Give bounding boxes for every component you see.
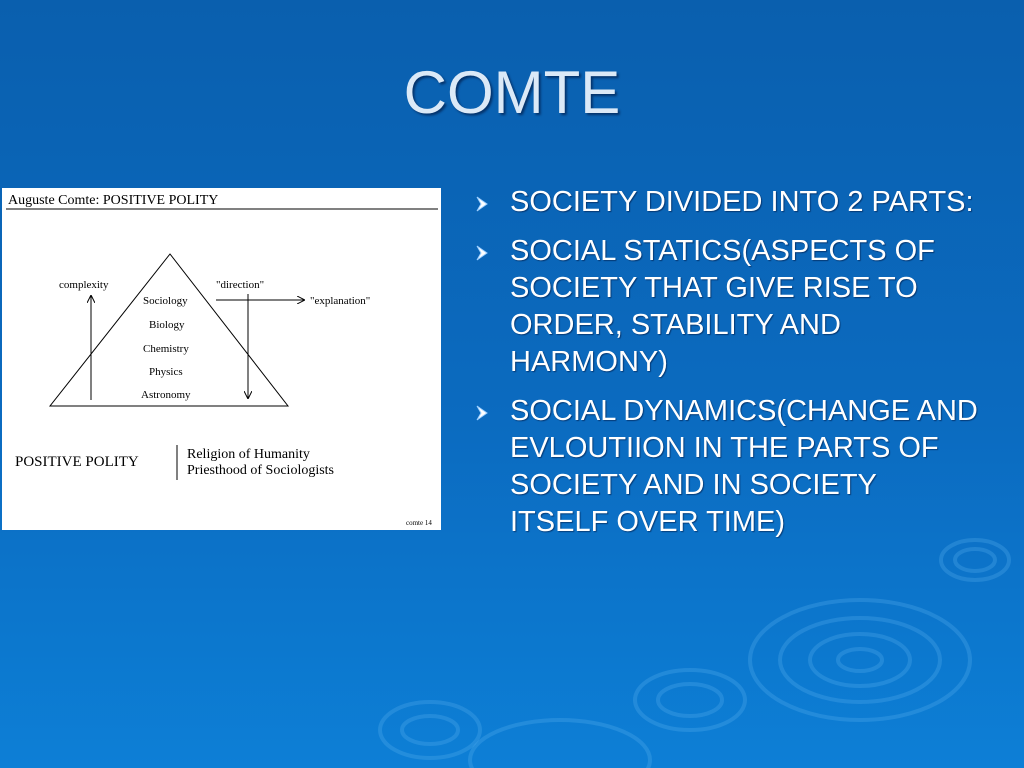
polity-item-religion: Religion of Humanity bbox=[187, 447, 310, 462]
diagram-header: Auguste Comte: POSITIVE POLITY bbox=[8, 193, 219, 208]
explanation-label: "explanation" bbox=[310, 295, 371, 307]
polity-item-priesthood: Priesthood of Sociologists bbox=[187, 463, 335, 478]
chevron-right-icon bbox=[472, 194, 492, 214]
bullet-text: SOCIAL DYNAMICS(CHANGE AND EVLOUTIION IN THE PARTS OF SOCIETY AND IN SOCIETY ITSELF OVER TIME) bbox=[510, 395, 978, 538]
science-chemistry: Chemistry bbox=[143, 343, 189, 355]
chevron-right-icon bbox=[472, 403, 492, 423]
chevron-right-icon bbox=[472, 243, 492, 263]
science-astronomy: Astronomy bbox=[141, 389, 191, 401]
bullet-item bbox=[470, 233, 980, 381]
figure-footer: comte 14 bbox=[406, 519, 432, 527]
slide-title: COMTE bbox=[403, 59, 621, 126]
bullet-item bbox=[470, 184, 980, 221]
complexity-label: complexity bbox=[59, 279, 109, 291]
science-sociology: Sociology bbox=[143, 295, 188, 307]
bullet-text: SOCIETY DIVIDED INTO 2 PARTS: bbox=[510, 186, 974, 218]
comte-diagram bbox=[2, 188, 441, 530]
bullet-list bbox=[470, 184, 980, 553]
science-biology: Biology bbox=[149, 319, 185, 331]
direction-label: "direction" bbox=[216, 279, 265, 291]
positive-polity-label: POSITIVE POLITY bbox=[15, 454, 139, 470]
bullet-item bbox=[470, 393, 980, 541]
science-physics: Physics bbox=[149, 366, 183, 378]
bullet-text: SOCIAL STATICS(ASPECTS OF SOCIETY THAT GIVE RISE TO ORDER, STABILITY AND HARMONY) bbox=[510, 235, 935, 378]
